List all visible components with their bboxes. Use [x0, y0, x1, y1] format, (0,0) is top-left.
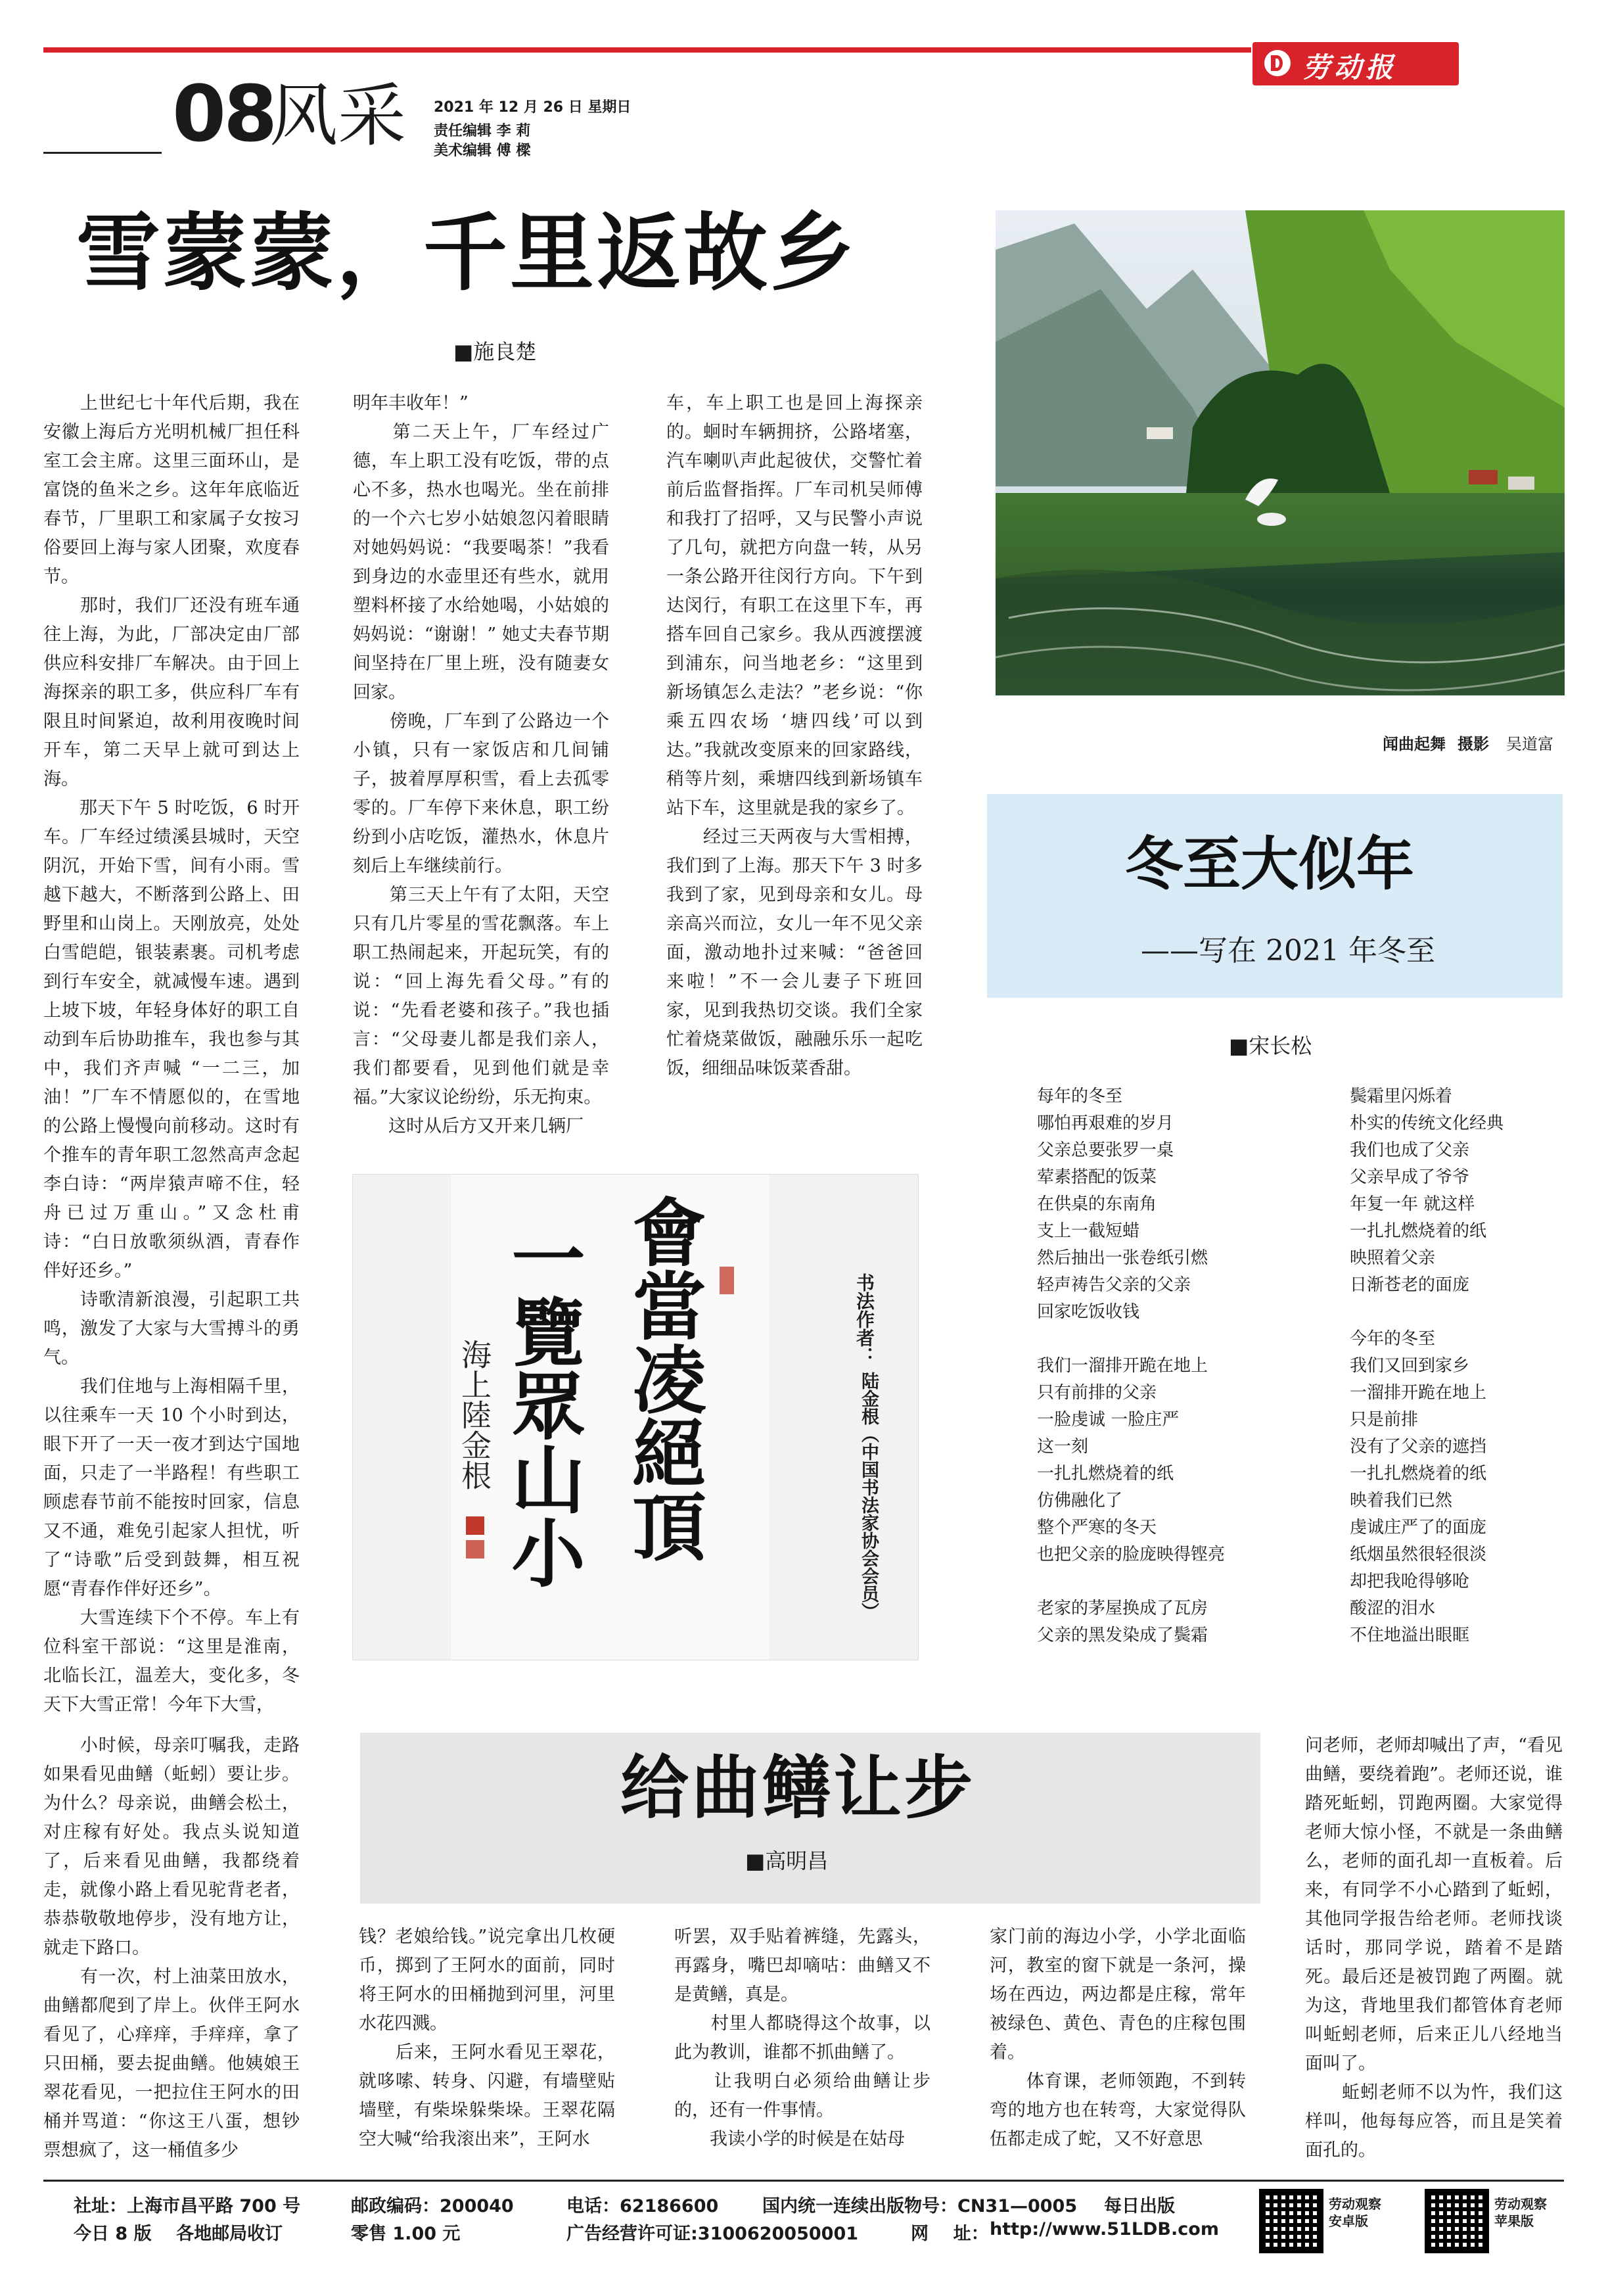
- page-number: 08: [172, 68, 275, 159]
- issue-date: 2021 年 12 月 26 日 星期日: [434, 99, 632, 116]
- calligraphy-seal-bottom-icon: [466, 1516, 484, 1535]
- poem-column-2: 鬓霜里闪烁着 朴实的传统文化经典 我们也成了父亲 父亲早成了爷爷 年复一年 就这样 一扎扎燃烧着的纸 映照着父亲 日渐苍老的面庞 今年的冬至 我们又回到家乡 一溜排开跪在地上 只是前排 没有了父亲的遮挡 一扎扎燃烧着的纸 映着我们已然 虔诚庄严了的面庞 纸烟虽然很轻很淡 却把我呛得够呛 酸涩的泪水 不住地溢出眼眶: [1350, 1087, 1504, 1645]
- footer-address: 社址：上海市昌平路 700 号: [74, 2196, 301, 2216]
- calligraphy-credit-label: 书法作者：: [854, 1273, 875, 1365]
- article2-byline: ■高明昌: [745, 1848, 829, 1873]
- photo-caption-author: 吴道富: [1506, 735, 1553, 753]
- calligraphy-signature: 海上陸金根: [457, 1339, 492, 1490]
- qr-android-label: 劳动观察 安卓版: [1329, 2196, 1381, 2229]
- article2-column-1: 小时候，母亲叮嘱我，走路如果看见曲鳝（蚯蚓）要让步。为什么？母亲说，曲鳝会松土，对庄稼有好处。我点头说知道了，后来看见曲鳝，我都绕着走，就像小路上看见驼背老者，恭恭敬敬地停步，没有地方让，就走下路口。 有一次，村上油菜田放水，曲鳝都爬到了岸上。伙伴王阿水看见了，心痒痒，手痒痒，拿了只田桶，要去捉曲鳝。他姨娘王翠花看见，一把拉住王阿水的田桶并骂道：“你这王八蛋，想钞票想疯了，这一桶值多少: [43, 1735, 300, 2161]
- footer-phone: 电话：62186600: [566, 2196, 719, 2216]
- article1-column-3: 车，车上职工也是回上海探亲的。蛔时车辆拥挤，公路堵塞，汽车喇叭声此起彼伏，交警忙着前后监督指挥。厂车司机吴师傅和我打了招呼，又与民警小声说了几句，就把方向盘一转，从另一条公路开往闵行方向。下午到达闵行，有职工在这里下车，再搭车回自己家乡。我从西渡摆渡到浦东，问当地老乡：“这里到新场镇怎么走法？”老乡说：“你乘五四农场 ‘塘四线’可以到达。”我就改变原来的回家路线，稍等片刻，乘塘四线到新场镇车站下车，这里就是我的家乡了。 经过三天两夜与大雪相搏，我们到了上海。那天下午 3 时多我到了家，见到母亲和女儿。母亲高兴而泣，女儿一年不见父亲面，激动地扑过来喊：“爸爸回来啦！”不一会儿妻子下班回家，见到我热切交谈。我们全家忙着烧菜做饭，融融乐乐一起吃饭，细细品味饭菜香甜。: [666, 393, 923, 1079]
- calligraphy-credit-name: 陆金根（中国书法家协会会员）: [858, 1372, 879, 1620]
- footer-website-label: 网 址：: [911, 2224, 989, 2244]
- footer-ad-license: 广告经营许可证:3100620050001: [566, 2224, 859, 2244]
- footer-postcode: 邮政编码：200040: [351, 2196, 514, 2216]
- article1-title: 雪蒙蒙，千里返故乡: [76, 204, 858, 302]
- footer-pages: 今日 8 版 各地邮局收订: [74, 2224, 283, 2244]
- header-underline-left: [43, 152, 162, 154]
- editor-credit: 责任编辑 李 莉: [434, 123, 531, 139]
- article2-column-2: 钱？老娘给钱。”说完拿出几枚硬币，掷到了王阿水的面前，同时将王阿水的田桶抛到河里，河里水花四溅。 后来，王阿水看见王翠花，就哆嗦、转身、闪避，有墙壁贴墙壁，有柴垛躲柴垛。王翠花隔空大喊“给我滚出来”，王阿水: [359, 1927, 615, 2149]
- poem-title: 冬至大似年: [1125, 830, 1415, 898]
- article1-byline: ■施良楚: [453, 339, 537, 364]
- article2-column-3: 听罢，双手贴着裤缝，先露头，再露身，嘴巴却嘀咕：曲鳝又不是黄鳝，真是。 村里人都晓得这个故事，以此为教训，谁都不抓曲鳝了。 让我明白必须给曲鳝让步的，还有一件事情。 我读小学的时候是在姑母: [674, 1927, 930, 2149]
- calligraphy-line-1: 會當凌絕頂: [620, 1194, 706, 1562]
- fjord-landscape-image: [996, 210, 1565, 695]
- photo-caption-label: 摄影: [1458, 735, 1489, 753]
- art-editor-credit: 美术编辑 傅 樑: [434, 143, 531, 159]
- poem-byline: ■宋长松: [1229, 1033, 1312, 1058]
- footer-rule: [43, 2180, 1564, 2182]
- article1-column-1: 上世纪七十年代后期，我在安徽上海后方光明机械厂担任科室工会主席。这里三面环山，是富饶的鱼米之乡。这年年底临近春节，厂里职工和家属子女按习俗要回上海与家人团聚，欢度春节。 那时，我们厂还没有班车通往上海，为此，厂部决定由厂部供应科安排厂车解决。由于回上海探亲的职工多，供应科厂车有限且时间紧迫，故利用夜晚时间开车，第二天早上就可到达上海。 那天下午 5 时吃饭，6 时开车。厂车经过绩溪县城时，天空阴沉，开始下雪，间有小雨。雪越下越大，不断落到公路上、田野里和山岗上。天刚放亮，处处白雪皑皑，银装素裹。司机考虑到行车安全，就减慢车速。遇到上坡下坡，年轻身体好的职工自动到车后协助推车，我也参与其中，我们齐声喊 “一二三，加油！”厂车不情愿似的，在雪地的公路上慢慢向前移动。这时有个推车的青年职工忽然高声念起李白诗：“两岸猿声啼不住，轻舟已过万重山。”又念杜甫诗：“白日放歌须纵酒，青春作伴好还乡。” 诗歌清新浪漫，引起职工共鸣，激发了大家与大雪搏斗的勇气。 我们住地与上海相隔千里，以往乘车一天 10 个小时到达，眼下开了一天一夜才到达宁国地面，只走了一半路程！有些职工顾虑春节前不能按时回家，信息又不通，难免引起家人担忧，听了“诗歌”后受到鼓舞，相互祝愿“青春作伴好还乡”。 大雪连续下个不停。车上有位科室干部说：“这里是淮南，北临长江，温差大，变化多，冬天下大雪正常！今年下大雪，: [43, 393, 300, 1715]
- qr-ios-label: 劳动观察 苹果版: [1494, 2196, 1547, 2229]
- newspaper-logo: [1252, 42, 1459, 85]
- footer-daily: 每日出版: [1104, 2196, 1175, 2216]
- footer-price: 零售 1.00 元: [351, 2224, 461, 2244]
- poem-subtitle: ——写在 2021 年冬至: [1141, 934, 1435, 968]
- section-name: 风采: [269, 76, 407, 156]
- qr-code-ios-icon[interactable]: [1425, 2189, 1489, 2253]
- article2-title: 给曲鳝让步: [620, 1747, 976, 1828]
- logo-mark-icon: [1264, 50, 1291, 76]
- article2-column-4: 家门前的海边小学，小学北面临河，教室的窗下就是一条河，操场在西边，两边都是庄稼，常年被绿色、黄色、青色的庄稼包围着。 体育课，老师领跑，不到转弯的地方也在转弯，大家觉得队伍都走成了蛇，又不好意思: [990, 1927, 1246, 2149]
- footer-cn-number: 国内统一连续出版物号：CN31—0005: [762, 2196, 1078, 2216]
- top-red-rule: [43, 47, 1251, 53]
- calligraphy-seal-top-icon: [720, 1267, 734, 1294]
- footer-website-link[interactable]: http://www.51LDB.com: [990, 2219, 1219, 2239]
- qr-code-android-icon[interactable]: [1259, 2189, 1323, 2253]
- article2-column-5: 问老师，老师却喊出了声，“看见曲鳝，要绕着跑”。老师还说，谁踏死蚯蚓，罚跑两圈。大家觉得老师大惊小怪，不就是一条曲鳝么，老师的面孔却一直板着。后来，有同学不小心踏到了蚯蚓，其他同学报告给老师。老师找谈话时，那同学说，踏着不是踏死。最后还是被罚跑了两圈。就为这，背地里我们都管体育老师叫蚯蚓老师，后来正儿八经地当面叫了。 蚯蚓老师不以为忤，我们这样叫，他每每应答，而且是笑着面孔的。: [1305, 1735, 1563, 2161]
- poem-column-1: 每年的冬至 哪怕再艰难的岁月 父亲总要张罗一桌 荤素搭配的饭菜 在供桌的东南角 支上一截短蜡 然后抽出一张卷纸引燃 轻声祷告父亲的父亲 回家吃饭收钱 我们一溜排开跪在地上 只有前排的父亲 一脸虔诚 一脸庄严 这一刻 一扎扎燃烧着的纸 仿佛融化了 整个严寒的冬天 也把父亲的脸庞映得铿亮 老家的茅屋换成了瓦房 父亲的黑发染成了鬓霜: [1037, 1087, 1226, 1645]
- calligraphy-artwork: [352, 1174, 919, 1660]
- article1-column-2: 明年丰收年！” 第二天上午，厂车经过广德，车上职工没有吃饭，带的点心不多，热水也喝光。坐在前排的一个六七岁小姑娘忽闪着眼睛对她妈妈说：“我要喝茶！”我看到身边的水壶里还有些水，就用塑料杯接了水给她喝，小姑娘的妈妈说：“谢谢！” 她丈夫春节期间坚持在厂里上班，没有随妻女回家。 傍晚，厂车到了公路边一个小镇，只有一家饭店和几间铺子，披着厚厚积雪，看上去孤零零的。厂车停下来休息，职工纷纷到小店吃饭，灌热水，休息片刻后上车继续前行。 第三天上午有了太阳，天空只有几片零星的雪花飘落。车上职工热闹起来，开起玩笑，有的说：“回上海先看父母。”有的说：“先看老婆和孩子。”我也插言：“父母妻儿都是我们亲人，我们都要看，见到他们就是幸福。”大家议论纷纷，乐无拘束。 这时从后方又开来几辆厂: [353, 393, 609, 1136]
- calligraphy-line-2: 一覽眾山小: [499, 1221, 586, 1589]
- landscape-photo: [996, 210, 1565, 695]
- calligraphy-seal-bottom-2-icon: [466, 1540, 484, 1558]
- logo-text: 劳动报: [1302, 51, 1398, 83]
- photo-caption-title: 闻曲起舞: [1383, 735, 1446, 753]
